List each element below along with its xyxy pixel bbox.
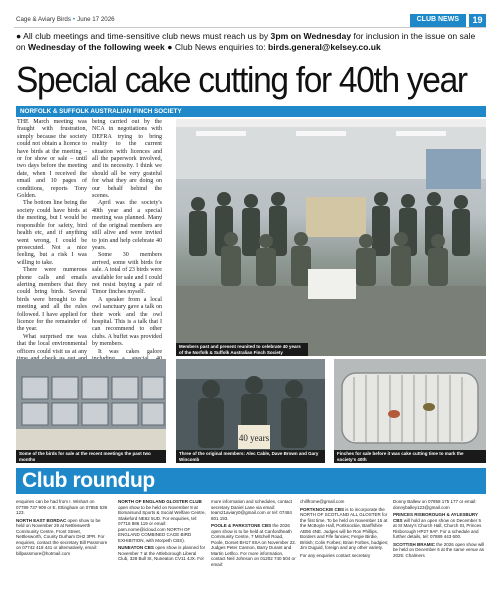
roundup-column-5: Donny Ballew on 07858 175 177 or email: donnyballey123@gmail.com PRINCES RISBOROUGH & AYLESBURY CBS will hold an open show on December 5 at St Mary's Church Hall, Church St, Princes Risborough HP27 9AF. For a schedule and further details, tel: 07889 443 600. SCOTTISH BRAMIC the 2026 open show will be held on December 6 at the same venue as 2025: Chalmers xyxy=(393,499,485,558)
roundup-column-3: more information and schedules, contact secretary Daniel Lane via email: team21aviary0@gmail.com or tel: 07484 801 193. POOLE & PARKSTONE CBS the 2026 open show is to be held at Canfordheath Community Centre, 7 Mitchell Road, Poole, Dorset BH17 8SA on November 22. Judges Peter Cannon, Barry Durant and Martin Letllco. For more information, contact Neil Johnson on 01202 740 504 or email: xyxy=(211,499,297,567)
anniversary-cake xyxy=(308,269,356,299)
masthead-line: Cage & Aviary Birds • June 17 2026 xyxy=(16,16,115,23)
photo-caption-birds: Some of the birds for sale at the recent meetings the past two months xyxy=(16,450,166,463)
original-members-photo xyxy=(176,359,325,463)
page-header xyxy=(14,14,486,28)
deadline-notice: ● All club meetings and time-sensitive club news must reach us by 3pm on Wednesday for inclusion in the issue on sale on Wednesday of the following week ● Club News enquiries to: birds.general@kelsey.co.uk xyxy=(16,31,476,53)
roundup-column-1: enquiries can be had from I. Wishart on 07789 737 909 or E. Ettingham on 07855 539 123. NORTH EAST BORDAC open show to be held on November 29 at Nettleswerth Community Centre, Front Street, Nettlesworth, County Durham DH2 3PR. For enquiries, contact the secretary Bill Passmore on 07742 418 441 or alternatively, email: billpassmore@hotmail.com xyxy=(16,499,108,556)
contact-email: birds.general@kelsey.co.uk xyxy=(267,42,381,53)
birds-for-sale-photo xyxy=(16,359,166,463)
bullet-icon: ● xyxy=(167,42,173,53)
article-column-1: THE March meeting was fraught with frustration, simply because the society could not obtain a licence to have birds at the meeting – or for show or sale – until two days before the meeting date, when I received the email and 10 pages of conditions, reports Tony Golden. The bottom line being the society could have birds at the meeting, but I would be responsible for safety, bird health etc, and if anything went wrong, I could be prosecuted. Not a nice feeling, but a risk I was willing to take. There were numerous phone calls and emails alerting members that they could bring birds. Several birds were brought to the meeting and all the rules followed. I have applied for licence for the remainder of the year. What surprised me was that the local environmental officers could visit us at any xyxy=(17,119,87,355)
roundup-column-2: NORTH OF ENGLAND GLOSTER CLUB open show to be held on November 8 at Bomarsund Sports & Social Welfare Centre, Stakeford NE62 5UD. For enquiries, tel: 07716 886 119 or email: pam.norne@icloud.com NORTH OF ENGLAND COMBINED CAGE BIRD EXHIBITION, with Morpeth CBS). NUNEATON CBS open show is planned for November 7 at the Attleborough Liberal Club, 328 Bull St, Nuneaton CV11 4JX. For xyxy=(118,499,206,561)
publication-name: Cage & Aviary Birds xyxy=(16,16,71,23)
cake-text: 40 years xyxy=(238,433,270,443)
photo-caption-finches: Finches for sale before it was cake cutting time to mark the society's 40th xyxy=(334,450,486,463)
group-photo xyxy=(176,119,486,356)
section-tag: CLUB NEWS xyxy=(410,14,466,27)
roundup-column-4: chillfrome@gmail.com PORTKNOCKIE CBS is to incorporate the NORTH OF SCOTLAND ALL GLOSTER for the first time. To be held on November 15 at the McBoyle Hall, Portknockie, Banffshire AB56 4NE. Judges will be Ron Phillips, Borders and Fife fancies; Fergie Birdie, British; Colin Forbes; Brian Forbes, budgies; Jim Duguid, foreign and any other variety. For any enquiries contact secretary xyxy=(300,499,389,558)
article-headline: Special cake cutting for 40th year xyxy=(16,59,467,100)
article-column-2: being carried out by the NCA in negotiations with DEFRA trying to bring reality to the current situation with licences and all the paperwork involved, and its necessity. I think we should all be very grateful for what they are doing on our behalf behind the scenes. April was the society's 40th year and a special meeting was planned. Many of the original members are still alive and were invited to join and help celebrate 40 years. Some 30 members arrived, some with birds for sale. A total of 23 birds were available for sale and I could not resist buying a pair of Timor finches myself. A speaker from a local owl sanctuary gave a talk on their work and the owl hospital. This is a talk that I can recommend to other clubs. A buffet was provided by members. It was cakes galore xyxy=(92,119,163,355)
issue-date: June 17 2026 xyxy=(77,16,115,23)
bullet-icon: ● xyxy=(16,31,22,41)
finches-photo xyxy=(334,359,486,463)
page-number: 19 xyxy=(468,14,486,27)
group-photo-illustration xyxy=(176,119,486,356)
society-kicker: NORFOLK & SUFFOLK AUSTRALIAN FINCH SOCIETY xyxy=(16,106,486,117)
banner xyxy=(306,197,366,237)
photo-caption-members: Three of the original members: Alec Cable, Dave Brown and Gary Wincomb xyxy=(176,450,325,463)
main-photo-caption: Members past and present reunited to celebrate 40 years of the Norfolk & Suffolk Australian Finch Society xyxy=(176,343,308,356)
roundup-title: Club roundup xyxy=(16,468,486,494)
